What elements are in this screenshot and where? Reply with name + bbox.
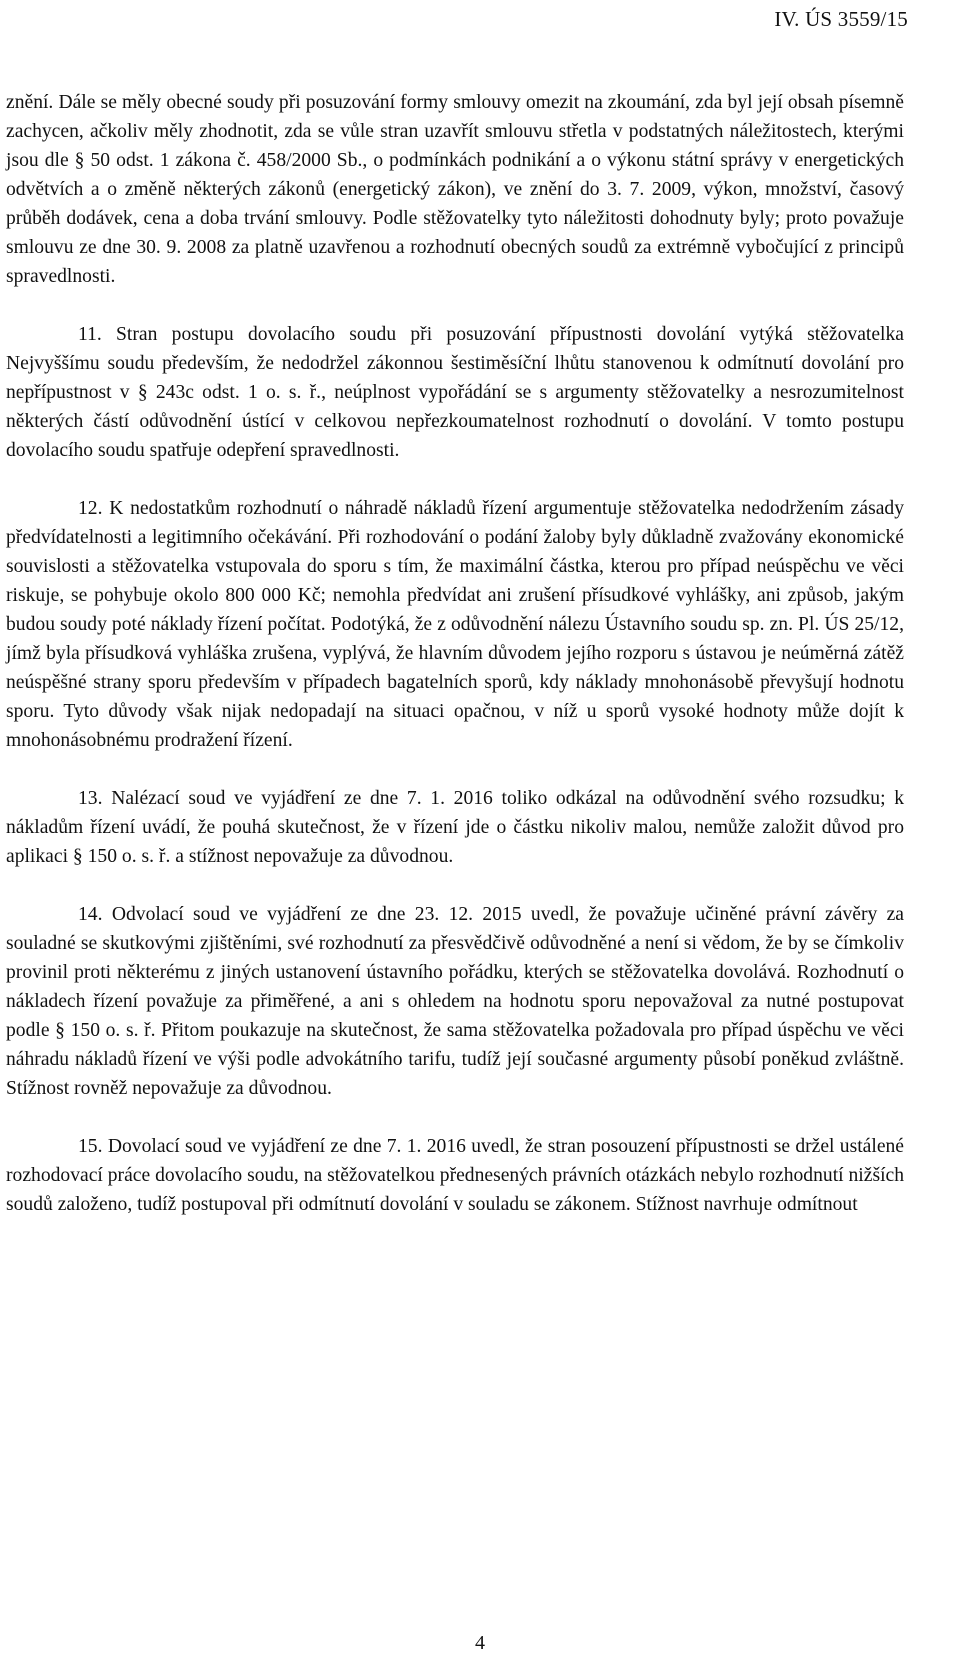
- paragraph-15: [6, 1132, 904, 1219]
- page-number: 4: [475, 1632, 485, 1654]
- paragraph-text: Nalézací soud ve vyjádření ze dne 7. 1. 2016 toliko odkázal na odůvodnění svého rozsudku; k nákladům řízení uvádí, že pouhá skutečnost, že v řízení jde o částku nikoliv malou, nemůže založit důvod pro aplikaci § 150 o. s. ř. a stížnost nepovažuje za důvodnou.: [6, 788, 905, 867]
- paragraph-11: [6, 320, 904, 465]
- paragraph-number: 12.: [78, 498, 103, 519]
- document-body: [6, 88, 904, 1219]
- paragraph-number: 14.: [78, 904, 103, 925]
- paragraph-14: [6, 900, 904, 1103]
- paragraph-text: Odvolací soud ve vyjádření ze dne 23. 12. 2015 uvedl, že považuje učiněné právní závěry za souladné se skutkovými zjištěními, své rozhodnutí za přesvědčivě odůvodněné a není si vědom, že by se čímkoliv provinil proti některému z jiných ustanovení ústavního pořádku, kterých se stěžovatelka dovolává. Rozhodnutí o nákladech řízení považuje za přiměřené, a ani s ohledem na hodnotu sporu nepovažoval za nutné postupovat podle § 150 o. s. ř. Přitom poukazuje na skutečnost, že sama stěžovatelka požadovala pro případ úspěchu ve věci náhradu nákladů řízení ve výši podle advokátního tarifu, tudíž její současné argumenty působí poněkud zvláštně. Stížnost rovněž nepovažuje za důvodnou.: [6, 904, 904, 1099]
- paragraph-number: 13.: [78, 788, 103, 809]
- paragraph-text: znění. Dále se měly obecné soudy při posuzování formy smlouvy omezit na zkoumání, zda byl její obsah písemně zachycen, ačkoliv měly zhodnotit, zda se vůle stran uzavřít smlouvu střetla v podstatných náležitostech, kterými jsou dle § 50 odst. 1 zákona č. 458/2000 Sb., o podmínkách podnikání a o výkonu státní správy v energetických odvětvích a o změně některých zákonů (energetický zákon), ve znění do 3. 7. 2009, výkon, množství, časový průběh dodávek, cena a doba trvání smlouvy. Podle stěžovatelky tyto náležitosti dohodnuty byly; proto považuje smlouvu ze dne 30. 9. 2008 za platně uzavřenou a rozhodnutí obecných soudů za extrémně vybočující z principů spravedlnosti.: [6, 92, 904, 287]
- case-number-header: IV. ÚS 3559/15: [774, 7, 908, 31]
- paragraph-text: Stran postupu dovolacího soudu při posuzování přípustnosti dovolání vytýká stěžovatelka Nejvyššímu soudu především, že nedodržel zákonnou šestiměsíční lhůtu stanovenou k odmítnutí dovolání pro nepřípustnost v § 243c odst. 1 o. s. ř., neúplnost vypořádání se s argumenty stěžovatelky a nesrozumitelnost některých částí odůvodnění ústící v celkovou nepřezkoumatelnost rozhodnutí o dovolání. V tomto postupu dovolacího soudu spatřuje odepření spravedlnosti.: [6, 324, 904, 461]
- paragraph-continuation: [6, 88, 904, 291]
- paragraph-12: [6, 494, 904, 755]
- paragraph-text: Dovolací soud ve vyjádření ze dne 7. 1. 2016 uvedl, že stran posouzení přípustnosti se držel ustálené rozhodovací práce dovolacího soudu, na stěžovatelkou přednesených právních otázkách nebylo rozhodnutí nižších soudů založeno, tudíž postupoval při odmítnutí dovolání v souladu se zákonem. Stížnost navrhuje odmítnout: [6, 1136, 905, 1215]
- paragraph-13: [6, 784, 904, 871]
- paragraph-number: 15.: [78, 1136, 103, 1157]
- paragraph-number: 11.: [78, 324, 102, 345]
- paragraph-text: K nedostatkům rozhodnutí o náhradě nákladů řízení argumentuje stěžovatelka nedodržením zásady předvídatelnosti a legitimního očekávání. Při rozhodování o podání žaloby byly důkladně zvažovány ekonomické souvislosti a stěžovatelka vstupovala do sporu s tím, že maximální částka, kterou pro případ neúspěchu ve věci riskuje, se pohybuje okolo 800 000 Kč; nemohla předvídat ani zrušení přísudkové vyhlášky, ani způsob, jakým budou soudy poté náklady řízení počítat. Podotýká, že z odůvodnění nálezu Ústavního soudu sp. zn. Pl. ÚS 25/12, jímž byla přísudková vyhláška zrušena, vyplývá, že hlavním důvodem jejího rozporu s ústavou je neúměrná zátěž neúspěšné strany sporu především v případech bagatelních sporů, kdy náklady mnohonásobě převyšují hodnotu sporu. Tyto důvody však nijak nedopadají na situaci opačnou, v níž u sporů vysoké hodnoty může dojít k mnohonásobnému prodražení řízení.: [6, 498, 904, 751]
